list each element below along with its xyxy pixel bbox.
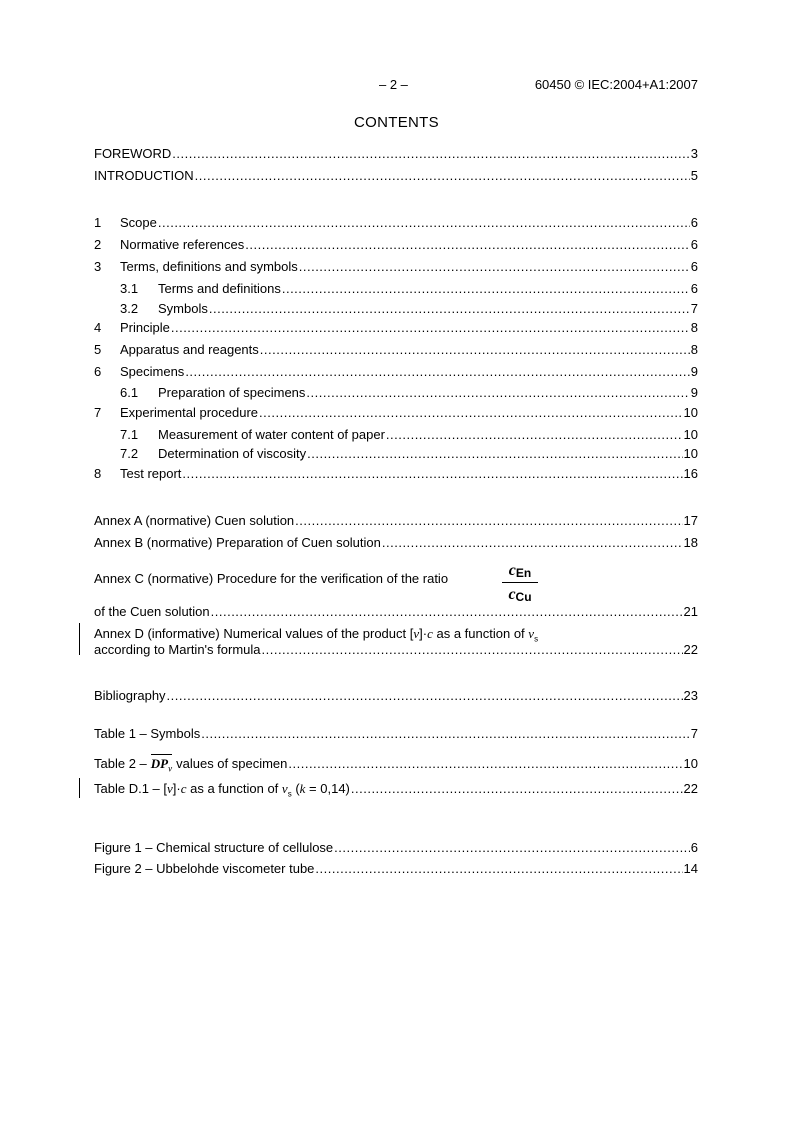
clause-number: 3 xyxy=(94,259,102,274)
toc-entry-clause[interactable] xyxy=(94,259,698,275)
toc-entry-clause[interactable] xyxy=(94,342,698,358)
dp-symbol: $DP_v$ xyxy=(150,756,173,774)
toc-entry-label: Normative references xyxy=(120,237,245,252)
ratio-fraction xyxy=(502,562,538,604)
toc-entry-figure[interactable] xyxy=(94,840,698,856)
toc-entry-page: 6 xyxy=(690,237,698,252)
toc-entry-page: 22 xyxy=(683,781,698,796)
toc-entry-page: 10 xyxy=(683,427,698,442)
toc-entry-label: Symbols xyxy=(158,301,208,316)
dot-leader xyxy=(386,427,683,442)
toc-entry-subclause[interactable] xyxy=(120,301,698,317)
toc-entry-label: Preparation of specimens xyxy=(158,385,306,400)
dot-leader xyxy=(182,466,682,481)
toc-entry-label: Specimens xyxy=(120,364,185,379)
page-number: – 2 – xyxy=(379,77,408,92)
toc-entry-introduction[interactable] xyxy=(94,168,698,184)
dot-leader xyxy=(195,168,690,183)
toc-entry-clause[interactable] xyxy=(94,320,698,336)
toc-entry-clause[interactable] xyxy=(94,215,698,231)
toc-entry-label: Test report xyxy=(120,466,182,481)
toc-entry-label: Annex A (normative) Cuen solution xyxy=(94,513,295,528)
clause-number: 2 xyxy=(94,237,102,252)
standard-reference: 60450 © IEC:2004+A1:2007 xyxy=(534,77,698,92)
toc-entry-table-2[interactable] xyxy=(94,754,698,774)
toc-entry-foreword[interactable] xyxy=(94,146,698,162)
clause-number: 7 xyxy=(94,405,102,420)
clause-number: 8 xyxy=(94,466,102,481)
dot-leader xyxy=(307,446,682,461)
toc-entry-page: 21 xyxy=(683,604,698,619)
toc-entry-label: Bibliography xyxy=(94,688,166,703)
dot-leader xyxy=(167,688,683,703)
toc-entry-label: Scope xyxy=(120,215,157,230)
dot-leader xyxy=(262,642,683,657)
toc-entry-table-d1[interactable] xyxy=(94,781,698,797)
dot-leader xyxy=(209,301,690,316)
toc-entry-label: Experimental procedure xyxy=(120,405,259,420)
toc-entry-page: 7 xyxy=(690,726,698,741)
toc-entry-page: 9 xyxy=(690,385,698,400)
change-bar xyxy=(79,778,80,798)
toc-entry-label: Table D.1 – [ν]·c as a function of $\nu_s$ (k = 0,14) xyxy=(94,781,350,799)
toc-entry-clause[interactable] xyxy=(94,364,698,380)
fraction-denominator: cCu xyxy=(508,586,532,604)
dot-leader xyxy=(245,237,689,252)
toc-entry-clause[interactable] xyxy=(94,466,698,482)
toc-entry-subclause[interactable] xyxy=(120,385,698,401)
contents-title: CONTENTS xyxy=(354,114,439,131)
fraction-numerator: cEn xyxy=(502,562,538,583)
toc-entry-label-continued: according to Martin's formula xyxy=(94,642,261,657)
toc-entry-label-continued: of the Cuen solution xyxy=(94,604,210,619)
dot-leader xyxy=(351,781,683,796)
toc-entry-page: 3 xyxy=(690,146,698,161)
toc-entry-bibliography[interactable] xyxy=(94,688,698,704)
clause-number: 3.1 xyxy=(120,281,139,296)
toc-entry-clause[interactable] xyxy=(94,237,698,253)
clause-number: 6 xyxy=(94,364,102,379)
annex-d-line-2 xyxy=(94,642,698,658)
toc-entry-page: 7 xyxy=(690,301,698,316)
toc-entry-page: 16 xyxy=(683,466,698,481)
toc-entry-label: INTRODUCTION xyxy=(94,168,194,183)
toc-entry-page: 23 xyxy=(683,688,698,703)
toc-entry-page: 10 xyxy=(683,405,698,420)
toc-entry-page: 6 xyxy=(690,259,698,274)
clause-number: 7.2 xyxy=(120,446,139,461)
dot-leader xyxy=(282,281,690,296)
dot-leader xyxy=(306,385,689,400)
clause-number: 6.1 xyxy=(120,385,139,400)
toc-entry-figure[interactable] xyxy=(94,861,698,877)
clause-number: 5 xyxy=(94,342,102,357)
change-bar xyxy=(79,623,80,655)
toc-entry-page: 18 xyxy=(683,535,698,550)
page-header xyxy=(0,77,793,93)
toc-entry-page: 6 xyxy=(690,281,698,296)
toc-entry-page: 22 xyxy=(683,642,698,657)
dot-leader xyxy=(211,604,683,619)
toc-entry-subclause[interactable] xyxy=(120,281,698,297)
dot-leader xyxy=(299,259,690,274)
toc-entry-label: Table 1 – Symbols xyxy=(94,726,201,741)
toc-entry-page: 6 xyxy=(690,215,698,230)
toc-entry-label: FOREWORD xyxy=(94,146,172,161)
toc-entry-label: Annex C (normative) Procedure for the verification of the ratio xyxy=(94,571,449,586)
clause-number: 3.2 xyxy=(120,301,139,316)
toc-entry-page: 10 xyxy=(683,756,698,771)
toc-entry-page: 6 xyxy=(690,840,698,855)
dot-leader xyxy=(185,364,689,379)
toc-entry-page: 8 xyxy=(690,320,698,335)
toc-entry-clause[interactable] xyxy=(94,405,698,421)
dot-leader xyxy=(260,342,690,357)
toc-entry-page: 8 xyxy=(690,342,698,357)
dot-leader xyxy=(334,840,690,855)
dot-leader xyxy=(201,726,690,741)
dot-leader xyxy=(288,756,682,771)
dot-leader xyxy=(259,405,683,420)
toc-entry-label: Terms and definitions xyxy=(158,281,281,296)
dot-leader xyxy=(382,535,683,550)
dot-leader xyxy=(171,320,690,335)
clause-number: 1 xyxy=(94,215,102,230)
toc-entry-label: Annex D (informative) Numerical values of the product [ν]·c as a function of $\nu_s$ xyxy=(94,626,539,644)
toc-entry-page: 9 xyxy=(690,364,698,379)
toc-entry-label: Apparatus and reagents xyxy=(120,342,259,357)
clause-number: 7.1 xyxy=(120,427,139,442)
toc-entry-subclause[interactable] xyxy=(120,446,698,462)
toc-entry-label: Table $2 - DP_v$ values of specimen xyxy=(94,756,288,774)
toc-entry-label: Principle xyxy=(120,320,170,335)
dot-leader xyxy=(172,146,689,161)
toc-entry-label: Measurement of water content of paper xyxy=(158,427,385,442)
toc-entry-label: Figure 1 – Chemical structure of cellulose xyxy=(94,840,334,855)
annex-c-line-1 xyxy=(94,571,448,587)
toc-entry-label: Figure 2 – Ubbelohde viscometer tube xyxy=(94,861,315,876)
toc-entry-subclause[interactable] xyxy=(120,427,698,443)
toc-entry-annex-a[interactable] xyxy=(94,513,698,529)
dot-leader xyxy=(315,861,682,876)
toc-entry-annex-b[interactable] xyxy=(94,535,698,551)
toc-entry-page: 5 xyxy=(690,168,698,183)
toc-entry-label: Annex B (normative) Preparation of Cuen solution xyxy=(94,535,381,550)
toc-entry-table-1[interactable] xyxy=(94,726,698,742)
toc-entry-page: 10 xyxy=(683,446,698,461)
toc-entry-label: Determination of viscosity xyxy=(158,446,307,461)
annex-c-line-2 xyxy=(94,604,698,620)
toc-entry-page: 17 xyxy=(683,513,698,528)
dot-leader xyxy=(158,215,690,230)
toc-entry-label: Terms, definitions and symbols xyxy=(120,259,298,274)
dot-leader xyxy=(295,513,682,528)
annex-d-line-1 xyxy=(94,626,538,642)
toc-entry-page: 14 xyxy=(683,861,698,876)
clause-number: 4 xyxy=(94,320,102,335)
